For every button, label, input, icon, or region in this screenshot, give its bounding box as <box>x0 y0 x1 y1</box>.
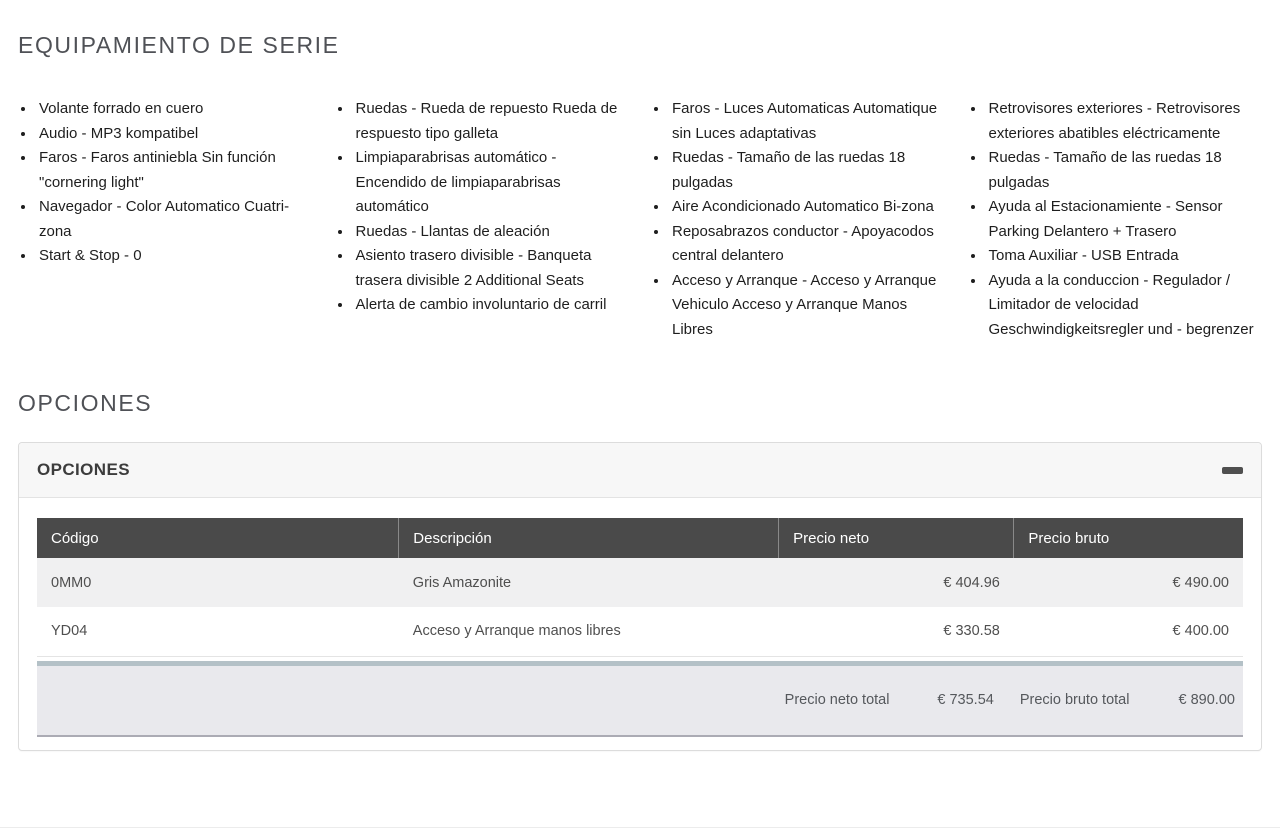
equipment-item: • Alerta de cambio involuntario de carril <box>353 293 622 318</box>
equipment-item: • Volante forrado en cuero <box>36 97 305 122</box>
table-row <box>37 558 1243 607</box>
precio-neto-total-label: Precio neto total <box>784 692 890 708</box>
equipment-item: • Limpiaparabrisas automático - Encendido de limpiaparabrisas automático <box>353 146 622 220</box>
opciones-panel-title: OPCIONES <box>37 460 130 479</box>
cell-codigo: 0MM0 <box>51 574 92 591</box>
equipment-list-2 <box>335 97 622 342</box>
equipment-item: • Navegador - Color Automatico Cuatri-zona <box>36 195 305 244</box>
equipment-item: • Retrovisores exteriores - Retrovisores exteriores abatibles eléctricamente <box>986 97 1255 146</box>
equipment-item: • Ruedas - Llantas de aleación <box>353 220 622 245</box>
equipment-item: • Ruedas - Rueda de repuesto Rueda de respuesto tipo galleta <box>353 97 622 146</box>
equipment-item: • Aire Acondicionado Automatico Bi-zona <box>669 195 938 220</box>
cell-precio-bruto: € 490.00 <box>1172 574 1229 591</box>
cell-precio-neto: € 404.96 <box>943 574 1000 591</box>
header-descripcion: Descripción <box>399 518 779 558</box>
equipment-item: • Faros - Luces Automaticas Automatique sin Luces adaptativas <box>669 97 938 146</box>
equipment-list-4 <box>968 97 1255 342</box>
opciones-panel-header[interactable] <box>19 443 1261 498</box>
precio-bruto-total-label: Precio bruto total <box>1019 692 1130 708</box>
equipment-item: • Start & Stop - 0 <box>36 244 305 269</box>
equipment-item: • Ruedas - Tamaño de las ruedas 18 pulgadas <box>986 146 1255 195</box>
cell-precio-neto: € 330.58 <box>943 623 1000 640</box>
equipment-item: • Ayuda al Estacionamiente - Sensor Parking Delantero + Trasero <box>986 195 1255 244</box>
header-precio-bruto: Precio bruto <box>1014 518 1243 558</box>
page-bottom-divider <box>0 827 1280 828</box>
totals-neto <box>779 692 1014 708</box>
header-row <box>37 518 1243 558</box>
opciones-panel <box>18 442 1262 751</box>
equipment-list-3 <box>651 97 938 342</box>
opciones-table <box>37 518 1243 657</box>
precio-bruto-total-value: € 890.00 <box>1178 692 1235 708</box>
cell-descripcion: Acceso y Arranque manos libres <box>412 623 621 640</box>
opciones-panel-body <box>19 498 1261 750</box>
precio-neto-total-value: € 735.54 <box>937 692 994 708</box>
equipment-list-1 <box>18 97 305 342</box>
equipment-item: • Ruedas - Tamaño de las ruedas 18 pulgadas <box>669 146 938 195</box>
opciones-section-title: OPCIONES <box>18 390 153 416</box>
opciones-table-body <box>37 558 1243 656</box>
equipment-item: • Reposabrazos conductor - Apoyacodos central delantero <box>669 220 938 269</box>
equipment-columns <box>18 97 1254 342</box>
equipment-item: • Toma Auxiliar - USB Entrada <box>986 244 1255 269</box>
collapse-minus-icon[interactable] <box>1222 467 1243 474</box>
header-precio-neto: Precio neto <box>779 518 1014 558</box>
cell-codigo: YD04 <box>51 623 88 640</box>
equipment-item: • Acceso y Arranque - Acceso y Arranque Vehiculo Acceso y Arranque Manos Libres <box>669 269 938 343</box>
totals-bruto <box>1014 692 1243 708</box>
opciones-table-head <box>37 518 1243 558</box>
cell-descripcion: Gris Amazonite <box>412 574 512 591</box>
equipment-item: • Faros - Faros antiniebla Sin función "cornering light" <box>36 146 305 195</box>
equipment-item: • Ayuda a la conduccion - Regulador / Limitador de velocidad Geschwindigkeitsregler und - begrenzer <box>986 269 1255 343</box>
table-row <box>37 607 1243 656</box>
equipment-item: • Audio - MP3 kompatibel <box>36 122 305 147</box>
cell-precio-bruto: € 400.00 <box>1172 623 1229 640</box>
equipment-item: • Asiento trasero divisible - Banqueta trasera divisible 2 Additional Seats <box>353 244 622 293</box>
totals-row <box>37 661 1243 737</box>
equipamiento-title: EQUIPAMIENTO DE SERIE <box>18 32 340 58</box>
header-codigo: Código <box>37 518 399 558</box>
